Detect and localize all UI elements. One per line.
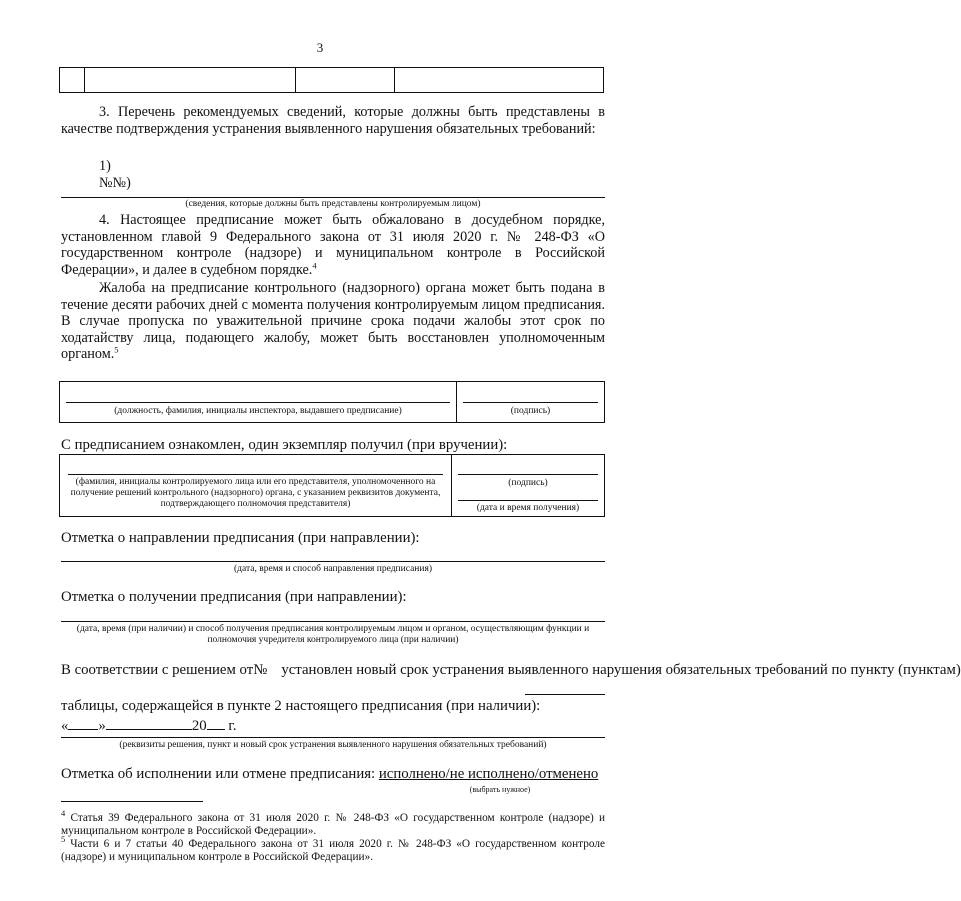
table-cell bbox=[85, 68, 296, 93]
acquainted-date-caption: (дата и время получения) bbox=[476, 503, 580, 513]
acquainted-signature-caption: (подпись) bbox=[508, 478, 548, 488]
new-term-part-1: В соответствии с решением от bbox=[61, 662, 254, 678]
quote-open: « bbox=[61, 718, 69, 734]
footnote-ref-4: 4 bbox=[312, 260, 317, 271]
new-term-date-row bbox=[61, 715, 361, 735]
receipt-caption: (дата, время (при наличии) и способ получения предписания контролируемым лицом и органом, осуществляющим функции и полномочия учредителя контролируемого лица (при наличии) bbox=[76, 624, 590, 645]
new-term-block bbox=[61, 661, 961, 680]
execution-options[interactable]: исполнено/не исполнено/отменено bbox=[378, 766, 599, 782]
new-term-line-1 bbox=[61, 661, 961, 680]
section-4-body: 4. Настоящее предписание может быть обжаловано в досудебном порядке, установленном главой 9 Федерального закона от 31 июля 2020 г. № 248-ФЗ «О государственном контроле (надзоре) и муниципальном контроле в Российской Федерации», и далее в судебном порядке. bbox=[61, 212, 605, 278]
complaint-text bbox=[61, 280, 605, 363]
footnote-5-text: Части 6 и 7 статьи 40 Федерального закона от 31 июля 2020 г. № 248-ФЗ «О государственном контроле (надзоре) и муниципальном контроле в Российской Федерации». bbox=[61, 838, 606, 863]
section-3-text: 3. Перечень рекомендуемых сведений, которые должны быть представлены в качестве подтверждения устранения выявленного нарушения обязательных требований: bbox=[61, 104, 605, 137]
inspector-table bbox=[59, 381, 605, 423]
acquainted-date-line bbox=[458, 500, 598, 501]
acquainted-table bbox=[59, 454, 605, 517]
footnote-4-num: 4 bbox=[61, 808, 66, 819]
execution-caption: (выбрать нужное) bbox=[469, 785, 531, 794]
table-cell bbox=[296, 68, 395, 93]
inspector-caption: (должность, фамилия, инициалы инспектора, выдавшего предписание) bbox=[114, 406, 402, 416]
acquainted-signature-cell bbox=[452, 455, 605, 517]
acquainted-caption: (фамилия, инициалы контролируемого лица или его представителя, уполномоченного на получение решений контрольного (надзорного) органа, с указанием реквизитов документа, подтверждающего полномочия представителя) bbox=[70, 477, 441, 509]
table-cell bbox=[395, 68, 604, 93]
page-number: 3 bbox=[316, 40, 324, 55]
acquainted-line bbox=[68, 474, 443, 475]
acquainted-signature-line bbox=[458, 474, 598, 475]
inspector-signature-caption: (подпись) bbox=[510, 406, 551, 416]
year-field[interactable] bbox=[207, 715, 225, 730]
sending-heading: Отметка о направлении предписания (при направлении): bbox=[61, 530, 420, 546]
footnote-ref-5: 5 bbox=[114, 344, 119, 355]
execution-label: Отметка об исполнении или отмене предписания: bbox=[61, 766, 376, 782]
section-3-item-nn: №№) bbox=[99, 175, 131, 191]
receipt-line bbox=[61, 621, 605, 622]
inspector-signature-cell bbox=[457, 382, 605, 423]
clause-field[interactable] bbox=[525, 694, 605, 695]
receipt-heading: Отметка о получении предписания (при направлении): bbox=[61, 589, 407, 605]
section-4-text bbox=[61, 212, 605, 278]
table-cell bbox=[60, 68, 85, 93]
quote-close: » bbox=[98, 718, 106, 734]
footnote-4-text: Статья 39 Федерального закона от 31 июля 2020 г. № 248-ФЗ «О государственном контроле (надзоре) и муниципальном контроле в Российской Федерации». bbox=[61, 812, 605, 837]
sending-line bbox=[61, 561, 605, 562]
footnote-separator bbox=[61, 801, 203, 802]
year-suffix: г. bbox=[228, 718, 237, 734]
table-fragment bbox=[59, 67, 604, 93]
day-field[interactable] bbox=[68, 715, 98, 730]
inspector-line bbox=[66, 402, 450, 403]
complaint-body: Жалоба на предписание контрольного (надзорного) органа может быть подана в течение десяти рабочих дней с момента получения контролируемым лицом предписания. В случае пропуска по уважительной причине срока подачи жалобы этот срок по ходатайству лица, подающего жалобу, может быть восстановлен уполномоченным органом. bbox=[61, 280, 605, 363]
inspector-signature-line bbox=[463, 402, 598, 403]
section-3-caption: (сведения, которые должны быть представлены контролируемым лицом) bbox=[185, 199, 481, 209]
year-prefix: 20 bbox=[191, 718, 207, 734]
new-term-part-3: таблицы, содержащейся в пункте 2 настоящего предписания (при наличии): bbox=[61, 698, 541, 714]
month-field[interactable] bbox=[106, 715, 192, 730]
number-sign: № bbox=[253, 662, 268, 678]
execution-row bbox=[61, 766, 607, 783]
section-3-line bbox=[61, 197, 605, 198]
sending-caption: (дата, время и способ направления предписания) bbox=[234, 564, 432, 574]
footnote-4 bbox=[61, 808, 605, 838]
acquainted-cell bbox=[60, 455, 452, 517]
acquainted-heading: С предписанием ознакомлен, один экземпляр получил (при вручении): bbox=[61, 437, 508, 453]
inspector-cell bbox=[60, 382, 457, 423]
section-3-item-1: 1) bbox=[99, 158, 111, 174]
new-term-caption: (реквизиты решения, пункт и новый срок устранения выявленного нарушения обязательных требований) bbox=[119, 740, 547, 750]
footnote-5-num: 5 bbox=[61, 834, 66, 845]
new-term-line bbox=[61, 737, 605, 738]
footnote-5 bbox=[61, 834, 606, 864]
new-term-part-2: установлен новый срок устранения выявленного нарушения обязательных требований по пункту (пунктам) bbox=[281, 662, 961, 678]
